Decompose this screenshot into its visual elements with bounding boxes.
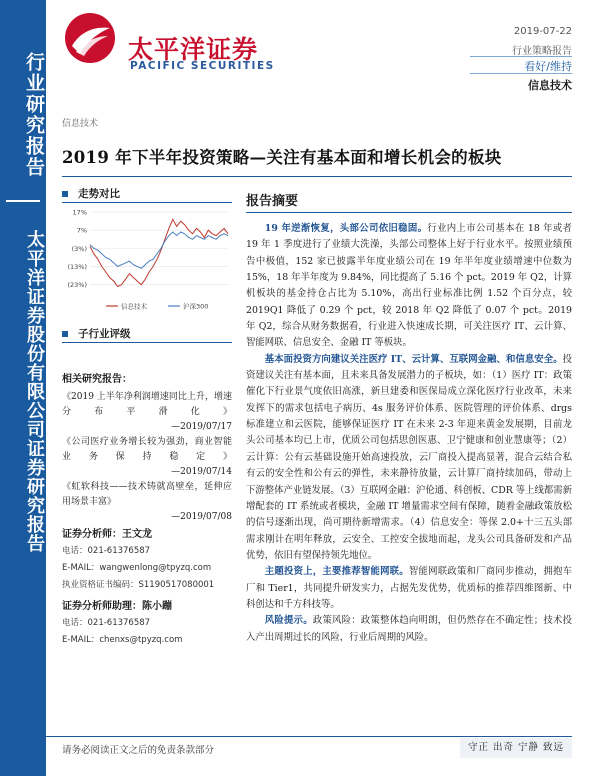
related-report-date: —2019/07/17	[171, 422, 232, 432]
assistant-name: 证券分析师助理：陈小蹦	[62, 601, 172, 612]
bullet-square-icon	[62, 331, 68, 337]
related-report-date: —2019/07/14	[171, 467, 232, 477]
related-report-date: —2019/07/08	[171, 512, 232, 522]
trend-heading: 走势对比	[62, 186, 120, 201]
analyst-phone: 电话：021-61376587	[62, 546, 151, 556]
analyst-cert: 执业资格证书编码：S1190517080001	[62, 580, 215, 590]
assistant-phone: 电话：021-61376587	[62, 618, 151, 628]
chart-y-tick-label: (3%)	[71, 244, 87, 253]
company-motto: 守正 出奇 宁静 致远	[460, 738, 572, 758]
trend-divider	[62, 202, 232, 203]
chart-y-tick-label: 17%	[72, 208, 87, 217]
analyst-block	[62, 526, 242, 594]
report-title: 2019 年下半年投资策略—关注有基本面和增长机会的板块	[62, 148, 502, 167]
summary-heading: 报告摘要	[246, 194, 299, 209]
related-reports	[62, 372, 232, 525]
summary-paragraph: 19 年逆渐恢复，头部公司依旧稳固。行业内上市公司基本在 18 年或者 19 年 1 季度进行了业绩大洗澡，头部公司整体上好于行业水平。按照业绩预告中极值，152 家已披露半年度业绩公司在 19 年半年度业绩增速中位数为 15%，18 年半年度为 9.84%，同比提高了 5.16 个 pct。2019 年 Q2，计算机板块的基金持仓占比为 5.10%，高出行业标准比例 1.52 个百分点，较 2019Q1 降低了 0.29 个 pct，较 2018 年 Q2 降低了 0.07 个 pct。2019 年 Q2，综合从财务数据看，行业进入快速成长期，可关注医疗 IT、云计算、智能网联、信息安全、金融 IT 等板块。	[246, 223, 573, 349]
trend-chart	[62, 206, 232, 318]
logo-en-text: PACIFIC SECURITIES	[130, 60, 275, 72]
sub-rating-divider	[62, 342, 232, 343]
chart-legend-label: 沪深300	[183, 302, 209, 311]
logo-cn-text: 太平洋证券	[128, 35, 259, 64]
chart-y-tick-label: 7%	[76, 226, 87, 235]
chart-y-tick-label: (13%)	[67, 263, 87, 272]
header-divider	[470, 56, 572, 57]
disclaimer-note: 请务必阅读正文之后的免责条款部分	[62, 745, 215, 756]
summary-divider	[246, 212, 572, 213]
sub-rating-heading: 子行业评级	[62, 326, 131, 341]
pacific-securities-logo-icon	[64, 12, 116, 64]
related-report-title[interactable]: 《2019 上半年净利润增速同比上升，增速分布平滑化》	[62, 392, 232, 417]
analyst-email[interactable]: E-MAIL：wangwenlong@tpyzq.com	[62, 563, 212, 573]
chart-series-line	[90, 232, 228, 268]
chart-y-tick-label: (23%)	[67, 281, 87, 290]
band-report-category: 行业研究报告	[23, 52, 45, 178]
summary-paragraph: 风险提示。政策风险：政策整体趋向明朗，但仍然存在不确定性；技术投入产出周期过长的风险，行业后周期的风险。	[246, 615, 572, 643]
analyst-name: 证券分析师：王文龙	[62, 529, 152, 540]
analyst-assistant-block	[62, 598, 242, 649]
industry-name: 信息技术	[528, 79, 572, 92]
side-band	[0, 0, 46, 776]
chart-legend-label: 信息技术	[121, 302, 147, 311]
chart-series-line	[90, 219, 228, 286]
industry-rating: 看好/维持	[524, 60, 572, 73]
related-report-title[interactable]: 《虹软科技——技术铸就高壁垒，延伸应用场景丰富》	[62, 482, 232, 507]
related-heading: 相关研究报告：	[62, 374, 132, 385]
band-divider	[6, 200, 40, 202]
bullet-square-icon	[62, 191, 68, 197]
title-divider	[62, 176, 572, 177]
report-type: 行业策略报告	[512, 46, 572, 57]
band-company-name: 太平洋证券股份有限公司证券研究报告	[24, 230, 45, 553]
summary-paragraph: 主题投资上，主要推荐智能网联。智能网联政策和厂商同步推动，拥抱车厂和 Tier1，共同提升研发实力，占据先发优势，优质标的推荐四维图新、中科创达和千方科技等。	[246, 566, 572, 610]
summary-paragraph: 基本面投资方向建议关注医疗 IT、云计算、互联网金融、和信息安全。投资建议关注有基本面，且未来具备发展潜力的子板块，如：（1）医疗 IT：政策催化下行业景气度依旧高涨，新旦建委和医保局成立深化医疗行业改革，未来发挥下的需求包括电子病历、4s 服务评价体系、医院管理的评价体系、drgs 标准建立和云医院，能够保证医疗 IT 在未来 2-3 年迎来黄金发展期，目前龙头公司基本均已上市，优质公司包括思创医惠、卫宁健康和创业慧康等；（2）云计算：公有云基础设施开始高速投放，云厂商投入提高显著，混合云结合私有云的安全性和公有云的弹性，未来静待放量，云计算厂商持续加码，带动上下游整体产业链发展。（3）互联网金融：沪伦通、科创板、CDR 等上线都需新增配套的 IT 系统或者模块，金融 IT 增量需求空间有保障，随着金融政策放松的信号逐渐出现，尚可期待新增需求。（4）信息安全：等保 2.0+十三五头部需求刚计在明年释放，云安全、工控安全拔地而起，龙头公司具备研发和产品优势，依旧有望保持领先地位。	[246, 353, 573, 561]
related-report-title[interactable]: 《公司医疗业务增长较为强劲，商业智能业务保持稳定》	[62, 437, 232, 462]
header-divider	[470, 73, 572, 74]
report-date: 2019-07-22	[513, 26, 572, 37]
assistant-email[interactable]: E-MAIL：chenxs@tpyzq.com	[62, 635, 183, 645]
footer-divider	[46, 736, 572, 737]
summary-body	[246, 221, 572, 646]
section-tag: 信息技术	[62, 119, 99, 129]
